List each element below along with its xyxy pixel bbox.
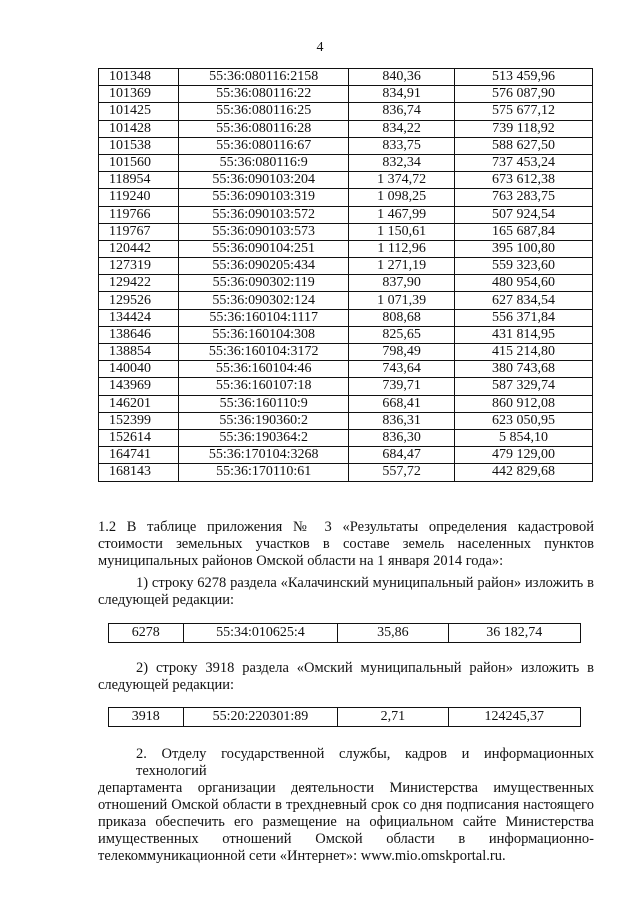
section-1-2-line: муниципальных районов Омской области на 1 января 2014 года»:	[98, 553, 504, 569]
table-row	[99, 344, 593, 361]
item-2-line: следующей редакции:	[98, 677, 235, 693]
area-value: 834,91	[349, 86, 455, 103]
cost-value: 415 214,80	[455, 344, 593, 361]
area-value: 1 374,72	[349, 172, 455, 189]
table-row	[99, 240, 593, 257]
section-2-line: приказа обеспечить его размещение на официальном сайте Министерства	[98, 814, 594, 830]
table-row	[99, 378, 593, 395]
area-value: 743,64	[349, 361, 455, 378]
row-number: 140040	[99, 361, 179, 378]
cadastral-number: 55:36:090205:434	[179, 258, 349, 275]
area-value: 1 150,61	[349, 223, 455, 240]
area-value: 840,36	[349, 69, 455, 86]
cadastral-table	[98, 68, 593, 482]
row-number: 118954	[99, 172, 179, 189]
table-row	[99, 137, 593, 154]
cadastral-number: 55:36:160104:3172	[179, 344, 349, 361]
row-number: 129422	[99, 275, 179, 292]
cadastral-number: 55:36:170110:61	[179, 464, 349, 481]
area-value: 35,86	[338, 624, 448, 643]
table-row	[99, 412, 593, 429]
area-value: 834,22	[349, 120, 455, 137]
section-2-line: 2. Отделу государственной службы, кадров и информационных технологий	[136, 746, 594, 779]
cost-value: 860 912,08	[455, 395, 593, 412]
section-2-line: отношений Омской области в трехдневный срок со дня подписания настоящего	[98, 797, 594, 813]
row-number: 127319	[99, 258, 179, 275]
row-number: 129526	[99, 292, 179, 309]
cost-value: 763 283,75	[455, 189, 593, 206]
cost-value: 431 814,95	[455, 326, 593, 343]
row-number: 164741	[99, 447, 179, 464]
area-value: 837,90	[349, 275, 455, 292]
item-2-line: 2) строку 3918 раздела «Омский муниципальный район» изложить в	[136, 660, 594, 676]
area-value: 836,74	[349, 103, 455, 120]
section-1-2-paragraph	[98, 519, 594, 570]
cadastral-number: 55:36:160104:46	[179, 361, 349, 378]
area-value: 808,68	[349, 309, 455, 326]
row-number: 101428	[99, 120, 179, 137]
cost-value: 673 612,38	[455, 172, 593, 189]
row-number: 119766	[99, 206, 179, 223]
table-row	[99, 464, 593, 481]
cadastral-number: 55:36:190364:2	[179, 429, 349, 446]
cost-value: 737 453,24	[455, 154, 593, 171]
table-row	[99, 275, 593, 292]
cost-value: 575 677,12	[455, 103, 593, 120]
cost-value: 739 118,92	[455, 120, 593, 137]
item-2-table	[108, 707, 581, 727]
row-number: 101538	[99, 137, 179, 154]
cadastral-number: 55:36:090103:204	[179, 172, 349, 189]
cost-value: 507 924,54	[455, 206, 593, 223]
row-number: 101348	[99, 69, 179, 86]
cost-value: 395 100,80	[455, 240, 593, 257]
cost-value: 587 329,74	[455, 378, 593, 395]
section-2-paragraph	[98, 746, 594, 865]
cadastral-number: 55:36:090104:251	[179, 240, 349, 257]
cost-value: 556 371,84	[455, 309, 593, 326]
area-value: 1 071,39	[349, 292, 455, 309]
area-value: 1 467,99	[349, 206, 455, 223]
area-value: 2,71	[338, 708, 448, 727]
cost-value: 380 743,68	[455, 361, 593, 378]
table-row	[109, 708, 581, 727]
row-number: 152399	[99, 412, 179, 429]
area-value: 836,31	[349, 412, 455, 429]
section-2-line: имущественных отношений Омской области в информационно-	[98, 831, 594, 847]
item-1-paragraph	[98, 575, 594, 609]
table-row	[99, 395, 593, 412]
area-value: 1 098,25	[349, 189, 455, 206]
cadastral-number: 55:36:160110:9	[179, 395, 349, 412]
area-value: 825,65	[349, 326, 455, 343]
table-row	[99, 103, 593, 120]
area-value: 836,30	[349, 429, 455, 446]
cadastral-number: 55:36:090103:573	[179, 223, 349, 240]
row-number: 119240	[99, 189, 179, 206]
cost-value: 576 087,90	[455, 86, 593, 103]
section-2-line: департамента организации деятельности Министерства имущественных	[98, 780, 594, 796]
cost-value: 480 954,60	[455, 275, 593, 292]
cadastral-number: 55:36:160104:308	[179, 326, 349, 343]
cadastral-number: 55:36:090302:119	[179, 275, 349, 292]
table-row	[99, 292, 593, 309]
cost-value: 124245,37	[448, 708, 580, 727]
area-value: 832,34	[349, 154, 455, 171]
area-value: 668,41	[349, 395, 455, 412]
row-number: 119767	[99, 223, 179, 240]
row-number: 168143	[99, 464, 179, 481]
row-number: 6278	[109, 624, 184, 643]
cadastral-number: 55:36:190360:2	[179, 412, 349, 429]
item-1-line: 1) строку 6278 раздела «Калачинский муниципальный район» изложить в	[136, 575, 594, 591]
cadastral-number: 55:36:160107:18	[179, 378, 349, 395]
cost-value: 623 050,95	[455, 412, 593, 429]
section-2-line: телекоммуникационной сети «Интернет»: www.mio.omskportal.ru.	[98, 848, 506, 864]
table-row	[99, 223, 593, 240]
row-number: 138854	[99, 344, 179, 361]
cadastral-number: 55:36:080116:2158	[179, 69, 349, 86]
area-value: 1 112,96	[349, 240, 455, 257]
row-number: 152614	[99, 429, 179, 446]
area-value: 739,71	[349, 378, 455, 395]
table-row	[99, 154, 593, 171]
row-number: 138646	[99, 326, 179, 343]
table-row	[99, 120, 593, 137]
cadastral-number: 55:20:220301:89	[183, 708, 338, 727]
cost-value: 5 854,10	[455, 429, 593, 446]
cadastral-number: 55:36:080116:25	[179, 103, 349, 120]
cadastral-number: 55:34:010625:4	[183, 624, 338, 643]
cadastral-number: 55:36:090103:572	[179, 206, 349, 223]
cost-value: 588 627,50	[455, 137, 593, 154]
area-value: 833,75	[349, 137, 455, 154]
table-row	[99, 447, 593, 464]
cost-value: 627 834,54	[455, 292, 593, 309]
section-1-2-line: стоимости земельных участков в составе земель населенных пунктов	[98, 536, 594, 552]
table-row	[99, 189, 593, 206]
item-1-line: следующей редакции:	[98, 592, 235, 608]
table-row	[99, 309, 593, 326]
table-row	[99, 69, 593, 86]
table-row	[109, 624, 581, 643]
cadastral-number: 55:36:160104:1117	[179, 309, 349, 326]
table-row	[99, 326, 593, 343]
row-number: 143969	[99, 378, 179, 395]
area-value: 798,49	[349, 344, 455, 361]
cadastral-number: 55:36:080116:9	[179, 154, 349, 171]
row-number: 101560	[99, 154, 179, 171]
cadastral-number: 55:36:090302:124	[179, 292, 349, 309]
item-2-paragraph	[98, 660, 594, 694]
row-number: 146201	[99, 395, 179, 412]
row-number: 3918	[109, 708, 184, 727]
table-row	[99, 172, 593, 189]
row-number: 101369	[99, 86, 179, 103]
cadastral-number: 55:36:080116:22	[179, 86, 349, 103]
cost-value: 479 129,00	[455, 447, 593, 464]
cost-value: 442 829,68	[455, 464, 593, 481]
cadastral-number: 55:36:080116:67	[179, 137, 349, 154]
cadastral-number: 55:36:080116:28	[179, 120, 349, 137]
table-row	[99, 361, 593, 378]
cadastral-number: 55:36:090103:319	[179, 189, 349, 206]
row-number: 120442	[99, 240, 179, 257]
table-row	[99, 429, 593, 446]
cost-value: 513 459,96	[455, 69, 593, 86]
area-value: 684,47	[349, 447, 455, 464]
area-value: 1 271,19	[349, 258, 455, 275]
row-number: 134424	[99, 309, 179, 326]
table-row	[99, 206, 593, 223]
section-1-2-line: 1.2 В таблице приложения № 3 «Результаты определения кадастровой	[98, 519, 594, 535]
page-number: 4	[316, 40, 324, 55]
cost-value: 36 182,74	[448, 624, 580, 643]
row-number: 101425	[99, 103, 179, 120]
cost-value: 559 323,60	[455, 258, 593, 275]
table-row	[99, 86, 593, 103]
cost-value: 165 687,84	[455, 223, 593, 240]
item-1-table	[108, 623, 581, 643]
cadastral-number: 55:36:170104:3268	[179, 447, 349, 464]
table-row	[99, 258, 593, 275]
area-value: 557,72	[349, 464, 455, 481]
